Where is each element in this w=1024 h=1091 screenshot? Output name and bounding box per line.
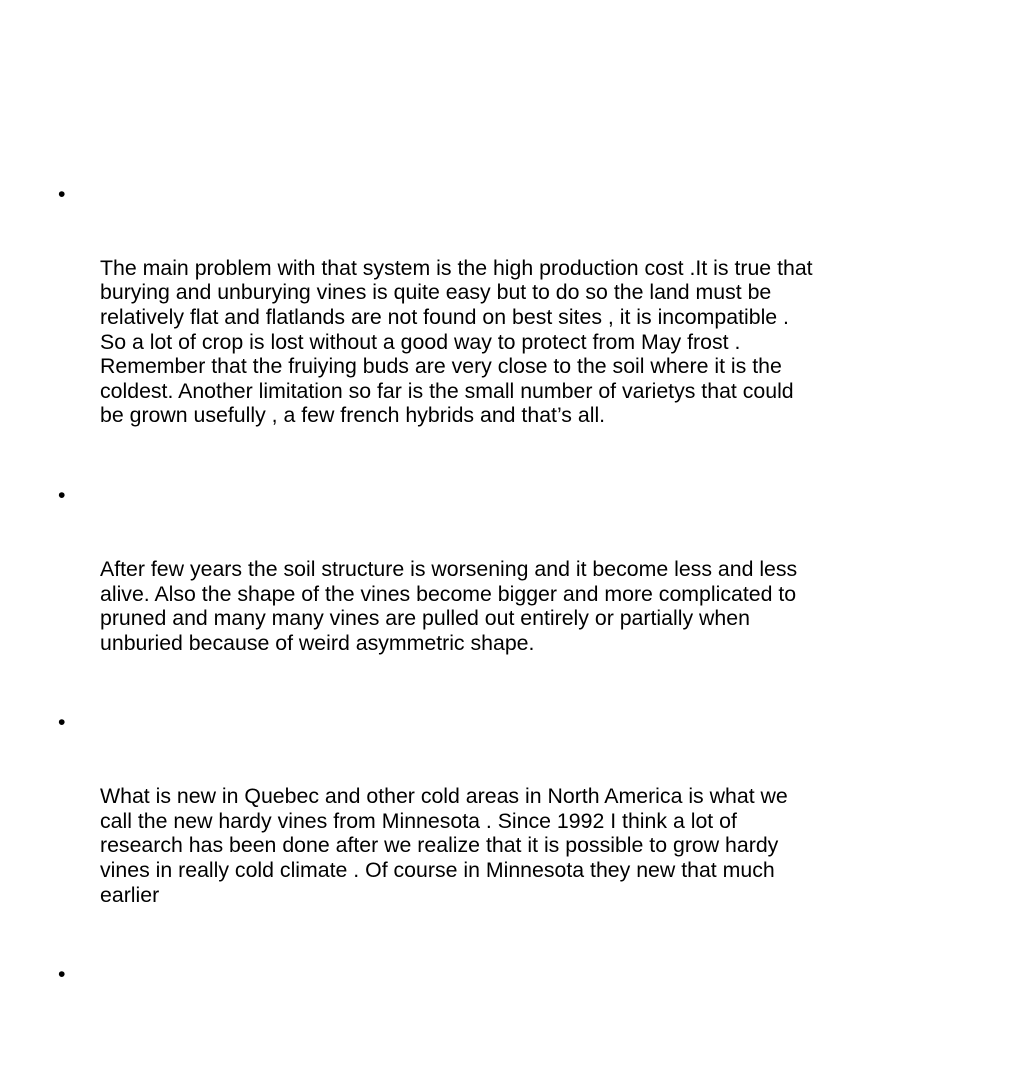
bullet-marker: • [58, 483, 66, 508]
bullet-item-4 [58, 962, 958, 1085]
bullet-marker: • [58, 962, 66, 987]
bullet-item-3 [58, 710, 958, 956]
bullet-text-2: After few years the soil structure is worsening and it become less and less alive. Also the shape of the vines become bigger and more complicated to pruned and many many vines are pulled out entirely or partially when unburied because of weird asymmetric shape. [100, 556, 798, 655]
bullet-item-1 [58, 182, 958, 477]
bullet-text-1: The main problem with that system is the high production cost .It is true that burying and unburying vines is quite easy but to do so the land must be relatively flat and flatlands are not found on best sites , it is incompatible . So a lot of crop is lost without a good way to protect from May frost . Remember that the fruiying buds are very close to the soil where it is the coldest. Another limitation so far is the small number of varietys that could be grown usefully , a few french hybrids and that’s all. [100, 255, 813, 428]
bullet-text-3: What is new in Quebec and other cold areas in North America is what we call the new hardy vines from Minnesota . Since 1992 I think a lot of research has been done after we realize that it is possible to grow hardy vines in really cold climate . Of course in Minnesota they new that much earlier [100, 784, 788, 907]
bullet-item-2 [58, 483, 958, 704]
bullet-list [58, 182, 958, 1091]
bullet-marker: • [58, 710, 66, 735]
bullet-marker: • [58, 182, 66, 206]
